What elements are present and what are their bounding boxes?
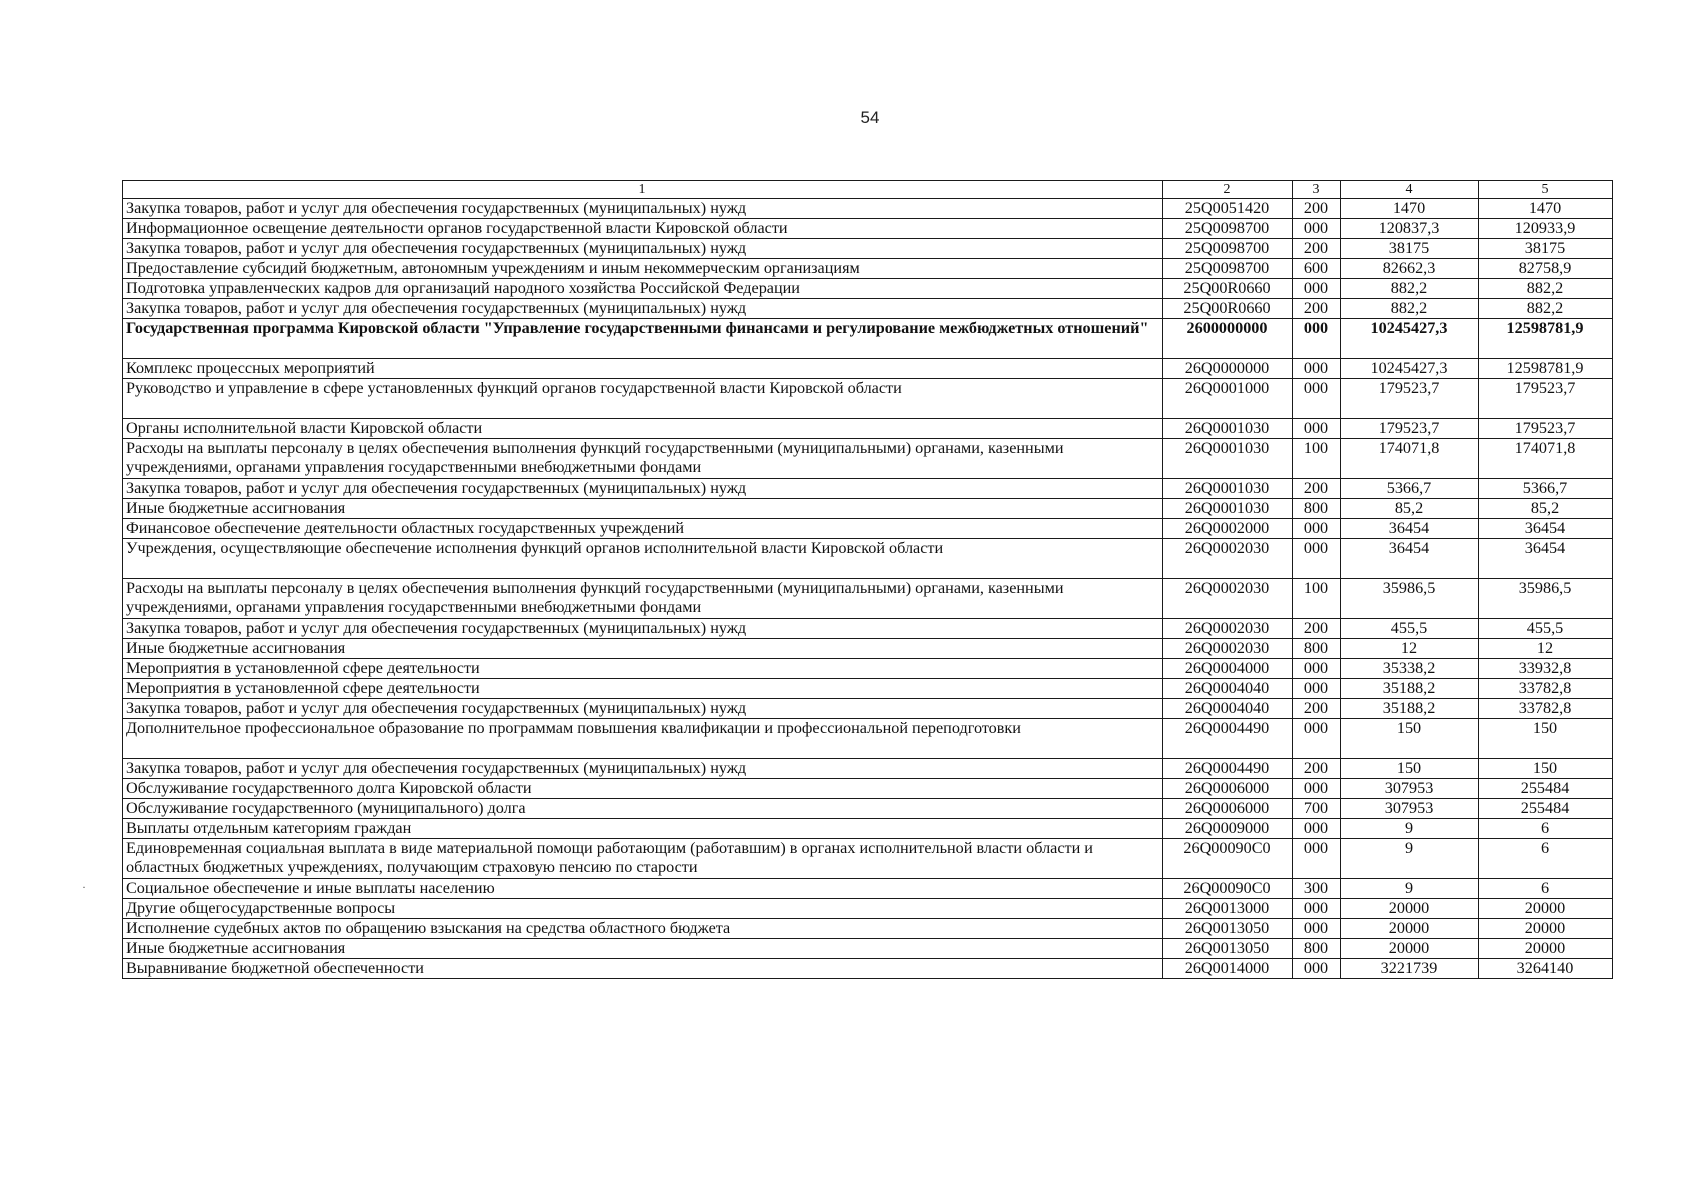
cell-amount-4: 307953 bbox=[1341, 799, 1479, 819]
cell-amount-4: 12 bbox=[1341, 639, 1479, 659]
cell-expense-type: 700 bbox=[1293, 799, 1341, 819]
cell-target-code: 25Q0051420 bbox=[1163, 199, 1293, 219]
cell-target-code: 26Q00090C0 bbox=[1163, 839, 1293, 879]
cell-amount-4: 35188,2 bbox=[1341, 699, 1479, 719]
table-row bbox=[123, 639, 1613, 659]
table-row bbox=[123, 699, 1613, 719]
cell-name: Руководство и управление в сфере установленных функций органов государственной власти Кировской области bbox=[123, 379, 1163, 419]
cell-name: Обслуживание государственного (муниципального) долга bbox=[123, 799, 1163, 819]
cell-amount-4: 20000 bbox=[1341, 919, 1479, 939]
cell-amount-4: 150 bbox=[1341, 759, 1479, 779]
cell-amount-4: 9 bbox=[1341, 819, 1479, 839]
cell-expense-type: 000 bbox=[1293, 679, 1341, 699]
cell-amount-5: 12598781,9 bbox=[1479, 359, 1613, 379]
table-row bbox=[123, 439, 1613, 479]
cell-amount-5: 33782,8 bbox=[1479, 699, 1613, 719]
cell-name: Закупка товаров, работ и услуг для обеспечения государственных (муниципальных) нужд bbox=[123, 199, 1163, 219]
column-header-name: 1 bbox=[123, 181, 1163, 199]
cell-target-code: 26Q0001030 bbox=[1163, 439, 1293, 479]
table-row bbox=[123, 799, 1613, 819]
cell-target-code: 26Q0013050 bbox=[1163, 919, 1293, 939]
cell-name: Закупка товаров, работ и услуг для обеспечения государственных (муниципальных) нужд bbox=[123, 479, 1163, 499]
cell-name: Иные бюджетные ассигнования bbox=[123, 499, 1163, 519]
cell-expense-type: 000 bbox=[1293, 539, 1341, 579]
cell-target-code: 26Q0004490 bbox=[1163, 719, 1293, 759]
cell-amount-5: 882,2 bbox=[1479, 299, 1613, 319]
cell-target-code: 26Q0006000 bbox=[1163, 779, 1293, 799]
table-row bbox=[123, 239, 1613, 259]
table-row bbox=[123, 659, 1613, 679]
cell-expense-type: 000 bbox=[1293, 779, 1341, 799]
cell-name: Расходы на выплаты персоналу в целях обеспечения выполнения функций государственными (муниципальными) органами, казенными учреждениями, органами управления государственными внебюджетными фондами bbox=[123, 439, 1163, 479]
cell-expense-type: 000 bbox=[1293, 659, 1341, 679]
cell-expense-type: 000 bbox=[1293, 419, 1341, 439]
column-header-expense-type: 3 bbox=[1293, 181, 1341, 199]
cell-name: Расходы на выплаты персоналу в целях обеспечения выполнения функций государственными (муниципальными) органами, казенными учреждениями, органами управления государственными внебюджетными фондами bbox=[123, 579, 1163, 619]
cell-amount-4: 36454 bbox=[1341, 519, 1479, 539]
cell-name: Социальное обеспечение и иные выплаты населению bbox=[123, 879, 1163, 899]
cell-name: Подготовка управленческих кадров для организаций народного хозяйства Российской Федерации bbox=[123, 279, 1163, 299]
cell-amount-4: 85,2 bbox=[1341, 499, 1479, 519]
cell-amount-5: 5366,7 bbox=[1479, 479, 1613, 499]
table-row bbox=[123, 919, 1613, 939]
cell-expense-type: 200 bbox=[1293, 699, 1341, 719]
cell-target-code: 26Q0009000 bbox=[1163, 819, 1293, 839]
cell-expense-type: 000 bbox=[1293, 959, 1341, 979]
cell-amount-4: 882,2 bbox=[1341, 279, 1479, 299]
cell-name: Закупка товаров, работ и услуг для обеспечения государственных (муниципальных) нужд bbox=[123, 759, 1163, 779]
table-row bbox=[123, 299, 1613, 319]
table-row bbox=[123, 619, 1613, 639]
cell-amount-5: 179523,7 bbox=[1479, 379, 1613, 419]
table-row bbox=[123, 419, 1613, 439]
cell-target-code: 26Q0006000 bbox=[1163, 799, 1293, 819]
cell-amount-4: 179523,7 bbox=[1341, 379, 1479, 419]
cell-name: Комплекс процессных мероприятий bbox=[123, 359, 1163, 379]
page-number: 54 bbox=[860, 108, 880, 127]
table-row bbox=[123, 199, 1613, 219]
cell-amount-4: 35986,5 bbox=[1341, 579, 1479, 619]
table-row bbox=[123, 359, 1613, 379]
table-row bbox=[123, 879, 1613, 899]
cell-amount-5: 179523,7 bbox=[1479, 419, 1613, 439]
table-row bbox=[123, 819, 1613, 839]
cell-amount-5: 82758,9 bbox=[1479, 259, 1613, 279]
cell-amount-5: 6 bbox=[1479, 819, 1613, 839]
cell-name: Закупка товаров, работ и услуг для обеспечения государственных (муниципальных) нужд bbox=[123, 239, 1163, 259]
cell-name: Государственная программа Кировской области "Управление государственными финансами и регулирование межбюджетных отношений" bbox=[123, 319, 1163, 359]
cell-amount-5: 38175 bbox=[1479, 239, 1613, 259]
cell-amount-5: 20000 bbox=[1479, 899, 1613, 919]
cell-expense-type: 000 bbox=[1293, 839, 1341, 879]
cell-amount-5: 3264140 bbox=[1479, 959, 1613, 979]
cell-target-code: 26Q0001030 bbox=[1163, 479, 1293, 499]
cell-target-code: 26Q00090C0 bbox=[1163, 879, 1293, 899]
cell-target-code: 25Q00R0660 bbox=[1163, 299, 1293, 319]
column-header-amount-5: 5 bbox=[1479, 181, 1613, 199]
cell-amount-4: 20000 bbox=[1341, 899, 1479, 919]
cell-name: Органы исполнительной власти Кировской области bbox=[123, 419, 1163, 439]
cell-amount-4: 150 bbox=[1341, 719, 1479, 759]
cell-expense-type: 000 bbox=[1293, 279, 1341, 299]
cell-amount-4: 82662,3 bbox=[1341, 259, 1479, 279]
cell-target-code: 26Q0001030 bbox=[1163, 499, 1293, 519]
cell-amount-4: 174071,8 bbox=[1341, 439, 1479, 479]
cell-expense-type: 800 bbox=[1293, 499, 1341, 519]
cell-target-code: 26Q0001030 bbox=[1163, 419, 1293, 439]
cell-target-code: 2600000000 bbox=[1163, 319, 1293, 359]
cell-amount-5: 12598781,9 bbox=[1479, 319, 1613, 359]
cell-target-code: 26Q0002030 bbox=[1163, 639, 1293, 659]
cell-amount-4: 882,2 bbox=[1341, 299, 1479, 319]
cell-amount-4: 35188,2 bbox=[1341, 679, 1479, 699]
cell-amount-5: 120933,9 bbox=[1479, 219, 1613, 239]
table-header-row bbox=[123, 181, 1613, 199]
cell-amount-5: 20000 bbox=[1479, 939, 1613, 959]
cell-name: Предоставление субсидий бюджетным, автономным учреждениям и иным некоммерческим организациям bbox=[123, 259, 1163, 279]
cell-amount-5: 150 bbox=[1479, 719, 1613, 759]
cell-amount-5: 85,2 bbox=[1479, 499, 1613, 519]
cell-name: Закупка товаров, работ и услуг для обеспечения государственных (муниципальных) нужд bbox=[123, 699, 1163, 719]
cell-expense-type: 200 bbox=[1293, 299, 1341, 319]
table-row bbox=[123, 499, 1613, 519]
cell-target-code: 26Q0014000 bbox=[1163, 959, 1293, 979]
cell-amount-5: 255484 bbox=[1479, 779, 1613, 799]
table-row bbox=[123, 719, 1613, 759]
table-row bbox=[123, 959, 1613, 979]
cell-expense-type: 000 bbox=[1293, 219, 1341, 239]
cell-expense-type: 000 bbox=[1293, 719, 1341, 759]
table-row bbox=[123, 479, 1613, 499]
table-row bbox=[123, 759, 1613, 779]
cell-amount-5: 255484 bbox=[1479, 799, 1613, 819]
cell-amount-4: 1470 bbox=[1341, 199, 1479, 219]
cell-expense-type: 800 bbox=[1293, 939, 1341, 959]
cell-expense-type: 000 bbox=[1293, 819, 1341, 839]
cell-name: Иные бюджетные ассигнования bbox=[123, 639, 1163, 659]
table-body bbox=[123, 199, 1613, 979]
cell-name: Дополнительное профессиональное образование по программам повышения квалификации и профессиональной переподготовки bbox=[123, 719, 1163, 759]
cell-amount-5: 36454 bbox=[1479, 539, 1613, 579]
table-row bbox=[123, 219, 1613, 239]
cell-expense-type: 100 bbox=[1293, 579, 1341, 619]
cell-amount-4: 36454 bbox=[1341, 539, 1479, 579]
cell-amount-5: 36454 bbox=[1479, 519, 1613, 539]
cell-amount-5: 20000 bbox=[1479, 919, 1613, 939]
cell-expense-type: 000 bbox=[1293, 359, 1341, 379]
table-row bbox=[123, 839, 1613, 879]
cell-expense-type: 200 bbox=[1293, 619, 1341, 639]
cell-name: Закупка товаров, работ и услуг для обеспечения государственных (муниципальных) нужд bbox=[123, 299, 1163, 319]
cell-target-code: 26Q0004490 bbox=[1163, 759, 1293, 779]
cell-name: Выравнивание бюджетной обеспеченности bbox=[123, 959, 1163, 979]
table-row bbox=[123, 899, 1613, 919]
table-row bbox=[123, 379, 1613, 419]
cell-amount-4: 10245427,3 bbox=[1341, 359, 1479, 379]
cell-target-code: 26Q0004000 bbox=[1163, 659, 1293, 679]
cell-name: Обслуживание государственного долга Кировской области bbox=[123, 779, 1163, 799]
cell-expense-type: 000 bbox=[1293, 519, 1341, 539]
cell-target-code: 26Q0001000 bbox=[1163, 379, 1293, 419]
cell-amount-4: 20000 bbox=[1341, 939, 1479, 959]
cell-expense-type: 200 bbox=[1293, 759, 1341, 779]
cell-expense-type: 000 bbox=[1293, 319, 1341, 359]
cell-expense-type: 000 bbox=[1293, 379, 1341, 419]
cell-name: Иные бюджетные ассигнования bbox=[123, 939, 1163, 959]
cell-amount-5: 35986,5 bbox=[1479, 579, 1613, 619]
cell-name: Выплаты отдельным категориям граждан bbox=[123, 819, 1163, 839]
cell-expense-type: 800 bbox=[1293, 639, 1341, 659]
cell-amount-5: 6 bbox=[1479, 879, 1613, 899]
cell-target-code: 25Q0098700 bbox=[1163, 219, 1293, 239]
cell-target-code: 26Q0002030 bbox=[1163, 579, 1293, 619]
cell-expense-type: 200 bbox=[1293, 479, 1341, 499]
cell-amount-5: 33782,8 bbox=[1479, 679, 1613, 699]
cell-name: Закупка товаров, работ и услуг для обеспечения государственных (муниципальных) нужд bbox=[123, 619, 1163, 639]
cell-amount-4: 179523,7 bbox=[1341, 419, 1479, 439]
cell-target-code: 26Q0004040 bbox=[1163, 679, 1293, 699]
cell-amount-5: 1470 bbox=[1479, 199, 1613, 219]
table-row bbox=[123, 259, 1613, 279]
budget-table bbox=[122, 180, 1613, 979]
cell-amount-4: 35338,2 bbox=[1341, 659, 1479, 679]
cell-amount-4: 307953 bbox=[1341, 779, 1479, 799]
table-row bbox=[123, 579, 1613, 619]
cell-expense-type: 000 bbox=[1293, 919, 1341, 939]
table-row bbox=[123, 539, 1613, 579]
cell-target-code: 26Q0013050 bbox=[1163, 939, 1293, 959]
cell-name: Учреждения, осуществляющие обеспечение исполнения функций органов исполнительной власти Кировской области bbox=[123, 539, 1163, 579]
cell-amount-4: 120837,3 bbox=[1341, 219, 1479, 239]
cell-name: Другие общегосударственные вопросы bbox=[123, 899, 1163, 919]
cell-target-code: 26Q0002000 bbox=[1163, 519, 1293, 539]
cell-target-code: 26Q0000000 bbox=[1163, 359, 1293, 379]
cell-target-code: 25Q0098700 bbox=[1163, 239, 1293, 259]
column-header-code: 2 bbox=[1163, 181, 1293, 199]
cell-expense-type: 300 bbox=[1293, 879, 1341, 899]
column-header-amount-4: 4 bbox=[1341, 181, 1479, 199]
cell-name: Исполнение судебных актов по обращению взыскания на средства областного бюджета bbox=[123, 919, 1163, 939]
cell-expense-type: 600 bbox=[1293, 259, 1341, 279]
cell-amount-5: 150 bbox=[1479, 759, 1613, 779]
table-row bbox=[123, 779, 1613, 799]
cell-target-code: 26Q0004040 bbox=[1163, 699, 1293, 719]
cell-target-code: 26Q0002030 bbox=[1163, 619, 1293, 639]
cell-amount-4: 9 bbox=[1341, 839, 1479, 879]
table-row bbox=[123, 939, 1613, 959]
cell-amount-5: 6 bbox=[1479, 839, 1613, 879]
cell-amount-4: 3221739 bbox=[1341, 959, 1479, 979]
cell-amount-4: 455,5 bbox=[1341, 619, 1479, 639]
cell-expense-type: 200 bbox=[1293, 239, 1341, 259]
cell-name: Информационное освещение деятельности органов государственной власти Кировской области bbox=[123, 219, 1163, 239]
cell-amount-4: 5366,7 bbox=[1341, 479, 1479, 499]
cell-amount-5: 455,5 bbox=[1479, 619, 1613, 639]
cell-target-code: 25Q0098700 bbox=[1163, 259, 1293, 279]
scan-mark: · bbox=[82, 880, 86, 894]
cell-name: Мероприятия в установленной сфере деятельности bbox=[123, 659, 1163, 679]
cell-amount-5: 12 bbox=[1479, 639, 1613, 659]
cell-amount-5: 882,2 bbox=[1479, 279, 1613, 299]
cell-target-code: 26Q0013000 bbox=[1163, 899, 1293, 919]
table-row bbox=[123, 519, 1613, 539]
cell-target-code: 26Q0002030 bbox=[1163, 539, 1293, 579]
cell-amount-4: 38175 bbox=[1341, 239, 1479, 259]
cell-expense-type: 000 bbox=[1293, 899, 1341, 919]
table-row bbox=[123, 679, 1613, 699]
table-row bbox=[123, 279, 1613, 299]
cell-name: Единовременная социальная выплата в виде материальной помощи работающим (работавшим) в органах исполнительной власти области и областных бюджетных учреждениях, получающим страховую пенсию по старости bbox=[123, 839, 1163, 879]
cell-target-code: 25Q00R0660 bbox=[1163, 279, 1293, 299]
cell-expense-type: 100 bbox=[1293, 439, 1341, 479]
cell-amount-5: 174071,8 bbox=[1479, 439, 1613, 479]
cell-name: Мероприятия в установленной сфере деятельности bbox=[123, 679, 1163, 699]
cell-amount-4: 9 bbox=[1341, 879, 1479, 899]
cell-name: Финансовое обеспечение деятельности областных государственных учреждений bbox=[123, 519, 1163, 539]
cell-amount-4: 10245427,3 bbox=[1341, 319, 1479, 359]
cell-amount-5: 33932,8 bbox=[1479, 659, 1613, 679]
cell-expense-type: 200 bbox=[1293, 199, 1341, 219]
table-row bbox=[123, 319, 1613, 359]
